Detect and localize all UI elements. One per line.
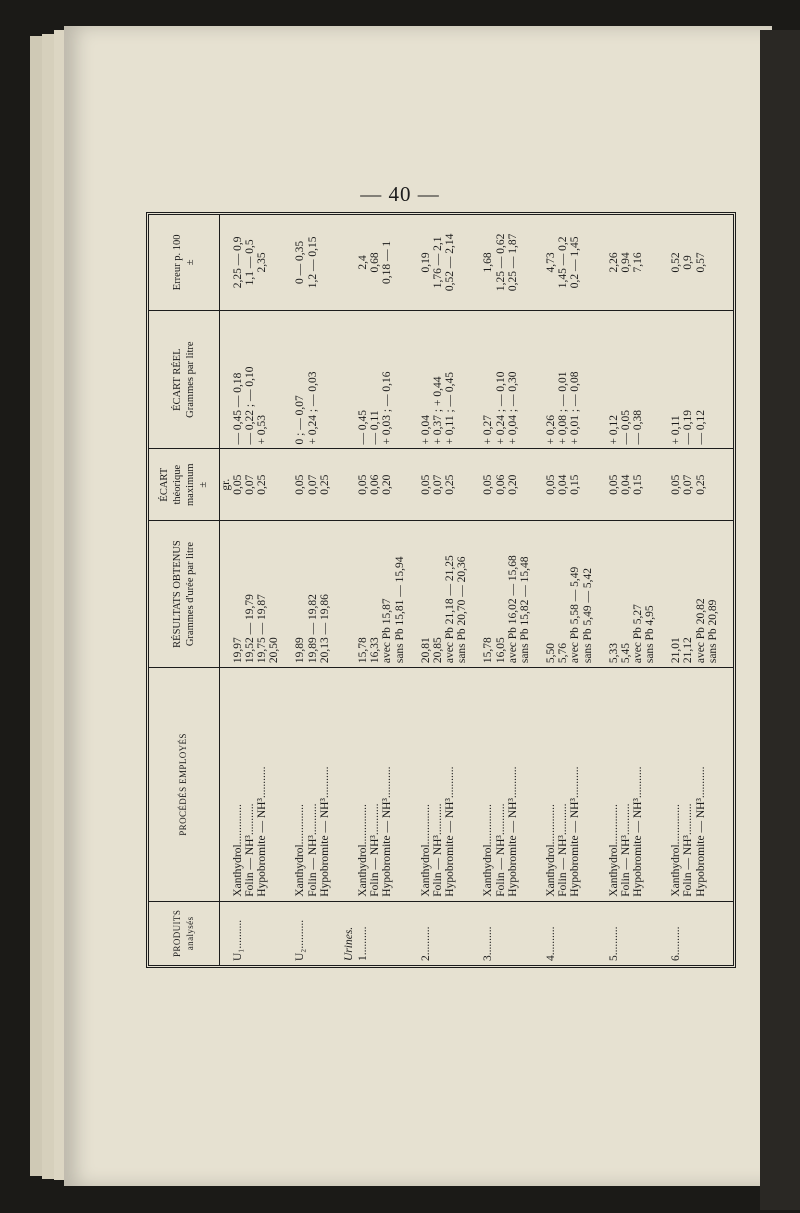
product-cell [357, 901, 414, 965]
methods-cell-line: Folin — NH³........... [494, 803, 507, 897]
results-cell-line: 16,33 [369, 637, 382, 664]
methods-cell-line: Hypobromite — NH³........... [444, 766, 457, 897]
erreur-cell [420, 215, 477, 310]
erreur-cell-line: 0,9 [682, 255, 695, 270]
theo-cell [420, 449, 477, 520]
theo-cell-line: 0,04 [557, 474, 570, 495]
reel-cell-line: + 0,04 [419, 414, 432, 445]
reel-cell-line: + 0,37 ; + 0,44 [431, 376, 444, 445]
results-cell-line: sans Pb 4,95 [644, 605, 657, 664]
theo-cell [232, 449, 289, 520]
table-row [545, 215, 602, 965]
methods-cell [420, 668, 477, 902]
results-cell-line: sans Pb 5,49 — 5,42 [581, 567, 594, 664]
empty-cell [343, 668, 357, 902]
theo-cell-line: 0,20 [506, 474, 519, 495]
theo-cell-line: 0,25 [444, 474, 457, 495]
methods-cell-line: Hypobromite — NH³........... [694, 766, 707, 897]
results-cell-line: avec Pb 16,02 — 15,68 [506, 555, 519, 664]
results-cell-line: 15,78 [357, 637, 369, 664]
methods-cell-line: Hypobromite — NH³........... [256, 766, 269, 897]
header-ecart-theorique [149, 449, 219, 520]
methods-cell [294, 668, 336, 902]
empty-cell [727, 449, 733, 520]
erreur-cell [232, 215, 289, 310]
theo-cell-line: 0,15 [569, 474, 582, 495]
theo-cell-line: 0,04 [619, 474, 632, 495]
erreur-cell-line: 0,52 [670, 252, 683, 273]
methods-cell-line: Folin — NH³........... [243, 803, 256, 897]
theo-cell-line: 0,05 [670, 474, 683, 495]
product-cell [545, 901, 602, 965]
results-cell-line: avec Pb 21,18 — 21,25 [444, 555, 457, 664]
theo-cell [545, 449, 602, 520]
methods-cell-line: Hypobromite — NH³........... [632, 766, 645, 897]
erreur-cell-line: 0,57 [694, 252, 707, 273]
results-cell-line: avec Pb 5,27 [632, 604, 645, 664]
theo-cell-line: 0,05 [544, 474, 557, 495]
reel-cell-line: 0 ; — 0,07 [294, 395, 307, 445]
reel-cell [357, 310, 414, 449]
methods-cell-line: Xanthydrol.............. [670, 804, 683, 897]
reel-cell [545, 310, 602, 449]
methods-cell-line: Hypobromite — NH³........... [381, 766, 394, 897]
product-cell [420, 901, 477, 965]
empty-cell [727, 901, 733, 965]
header-ecart-reel-top: ÉCART RÉEL [171, 348, 183, 411]
reel-cell [232, 310, 289, 449]
reel-cell [420, 310, 477, 449]
methods-cell-line: Hypobromite — NH³........... [318, 766, 331, 897]
erreur-cell-line: 1,25 — 0,62 [494, 233, 507, 292]
erreur-cell [608, 215, 665, 310]
results-cell [482, 520, 539, 667]
methods-cell-line: Folin — NH³........... [369, 803, 382, 897]
product-cell-line: 6.......... [670, 926, 683, 961]
results-cell-line: avec Pb 20,82 [694, 598, 707, 664]
results-cell-line: 16,05 [494, 637, 507, 664]
product-cell-line: 2.......... [419, 926, 432, 961]
results-cell [670, 520, 727, 667]
results-cell-line: sans Pb 15,82 — 15,48 [518, 556, 531, 664]
theo-cell-line: 0,07 [306, 474, 319, 495]
results-cell-line: avec Pb 15,87 [381, 598, 394, 664]
empty-cell [727, 310, 733, 449]
reel-cell-line: — 0,22 ; — 0,10 [243, 366, 256, 445]
header-methods: PROCÉDÉS EMPLOYÉS [149, 668, 219, 902]
methods-cell-line: Folin — NH³........... [619, 803, 632, 897]
methods-cell-line: Folin — NH³........... [557, 803, 570, 897]
results-cell-line: 20,85 [431, 637, 444, 664]
erreur-cell-line: 2,25 — 0,9 [231, 236, 244, 289]
reel-cell-line: — 0,38 [632, 409, 645, 445]
methods-cell-line: Folin — NH³........... [306, 803, 319, 897]
empty-cell [727, 215, 733, 310]
gr-unit: gr. [219, 449, 232, 520]
empty-cell [727, 520, 733, 667]
reel-cell-line: + 0,08 ; — 0,01 [557, 371, 570, 445]
results-cell-line: 19,75 — 19,87 [256, 594, 269, 664]
reel-cell-line: + 0,24 ; — 0,10 [494, 371, 507, 445]
results-cell-line: sans Pb 20,89 [706, 599, 719, 664]
empty-cell [343, 449, 357, 520]
theo-cell-line: 0,05 [231, 474, 244, 495]
header-ecart-theorique-pm: ± [197, 481, 209, 488]
methods-cell-line: Folin — NH³........... [431, 803, 444, 897]
erreur-cell-line: 0,2 — 1,45 [569, 236, 582, 289]
header-ecart-reel-sub: Grammes par litre [184, 341, 196, 418]
erreur-cell-line: 7,16 [632, 252, 645, 273]
results-cell [420, 520, 477, 667]
methods-cell-line: Xanthydrol.............. [357, 804, 369, 897]
results-cell-line: sans Pb 15,81 — 15,94 [393, 556, 406, 664]
theo-cell-line: 0,25 [694, 474, 707, 495]
product-cell [482, 901, 539, 965]
results-cell-line: 21,12 [682, 637, 695, 664]
theo-cell-line: 0,07 [431, 474, 444, 495]
theo-cell [482, 449, 539, 520]
erreur-cell [545, 215, 602, 310]
results-cell [357, 520, 414, 667]
product-cell [608, 901, 665, 965]
erreur-cell-line: 0,25 — 1,87 [506, 233, 519, 292]
results-cell-line: 15,78 [482, 637, 495, 664]
product-cell-line: 3.......... [482, 926, 495, 961]
table-frame [146, 212, 736, 968]
reel-cell [670, 310, 727, 449]
results-cell [232, 520, 289, 667]
theo-cell-line: 0,06 [369, 474, 382, 495]
erreur-cell-line: 2,4 [357, 255, 369, 270]
product-cell [670, 901, 727, 965]
reel-cell-line: + 0,27 [482, 414, 495, 445]
product-cell-line: U₁.......... [231, 919, 244, 961]
spacer-row [727, 215, 733, 965]
empty-cell [343, 215, 357, 310]
table-body [219, 215, 733, 965]
empty-cell [343, 310, 357, 449]
rotated-table [146, 212, 736, 968]
results-cell-line: 5,50 [544, 643, 557, 664]
erreur-cell-line: 0 — 0,35 [294, 240, 307, 284]
theo-cell-line: 0,15 [632, 474, 645, 495]
product-cell-line: 5.......... [607, 926, 620, 961]
table-row [482, 215, 539, 965]
reel-cell-line: + 0,53 [256, 414, 269, 445]
erreur-cell-line: 0,52 — 2,14 [444, 233, 457, 292]
results-cell-line: 19,89 — 19,82 [306, 594, 319, 664]
results-cell-line: 5,33 [607, 643, 620, 664]
theo-cell-line: 0,07 [243, 474, 256, 495]
theo-cell [294, 449, 336, 520]
reel-cell-line: + 0,04 ; — 0,30 [506, 371, 519, 445]
results-cell-line: sans Pb 20,70 — 20,36 [456, 556, 469, 664]
results-cell-line: 5,45 [619, 643, 632, 664]
theo-cell-line: 0,05 [482, 474, 495, 495]
methods-cell-line: Xanthydrol.............. [294, 804, 307, 897]
results-cell-line: avec Pb 5,58 — 5,49 [569, 566, 582, 664]
reel-cell-line: + 0,01 ; — 0,08 [569, 371, 582, 445]
product-cell [232, 901, 289, 965]
erreur-cell-line: 0,18 — 1 [381, 240, 394, 284]
header-products: PRODUITS analysés [149, 901, 219, 965]
methods-cell-line: Hypobromite — NH³........... [569, 766, 582, 897]
results-cell-line: 21,01 [670, 637, 683, 664]
erreur-cell-line: 0,68 [369, 252, 382, 273]
results-cell-line: 20,13 — 19,86 [318, 594, 331, 664]
erreur-cell-line: 1,68 [482, 252, 495, 273]
product-cell-line: 4.......... [544, 926, 557, 961]
theo-cell-line: 0,05 [607, 474, 620, 495]
theo-cell-line: 0,05 [419, 474, 432, 495]
header-erreur-label: Erreur p. 100 [171, 234, 183, 291]
product-cell-line: 1.......... [357, 926, 369, 961]
reel-cell [294, 310, 336, 449]
gr-row [219, 215, 232, 965]
header-results [149, 520, 219, 667]
theo-cell-line: 0,05 [294, 474, 307, 495]
reel-cell-line: — 0,11 [369, 410, 382, 445]
erreur-cell [357, 215, 414, 310]
reel-cell-line: + 0,03 ; — 0,16 [381, 371, 394, 445]
reel-cell-line: — 0,19 [682, 409, 695, 445]
erreur-cell-line: 2,26 [607, 252, 620, 273]
urines-row [343, 215, 357, 965]
erreur-cell [670, 215, 727, 310]
theo-cell-line: 0,25 [256, 474, 269, 495]
results-cell [545, 520, 602, 667]
methods-cell-line: Xanthydrol.............. [231, 804, 244, 897]
erreur-cell-line: 2,35 [256, 252, 269, 273]
reel-cell [608, 310, 665, 449]
reel-cell-line: — 0,45 — 0,18 [231, 372, 244, 445]
theo-cell [357, 449, 414, 520]
book-gutter [760, 30, 800, 1210]
erreur-cell-line: 1,45 — 0,2 [557, 236, 570, 289]
table-row [357, 215, 414, 965]
page-number: — 40 — [360, 182, 440, 206]
reel-cell-line: — 0,45 [357, 409, 369, 445]
erreur-cell-line: 1,2 — 0,15 [306, 236, 319, 289]
methods-cell [357, 668, 414, 902]
product-cell [294, 901, 336, 965]
theo-cell-line: 0,20 [381, 474, 394, 495]
table-row [608, 215, 665, 965]
theo-cell [670, 449, 727, 520]
header-erreur-pm: ± [184, 259, 196, 266]
methods-cell [608, 668, 665, 902]
theo-cell-line: 0,06 [494, 474, 507, 495]
methods-cell [232, 668, 289, 902]
header-ecart-reel [149, 310, 219, 449]
reel-cell-line: — 0,05 [619, 409, 632, 445]
urines-label: Urines. [343, 901, 357, 965]
results-cell-line: 5,76 [557, 643, 570, 664]
table-row [670, 215, 727, 965]
erreur-cell-line: 1,76 — 2,1 [431, 236, 444, 289]
results-cell-line: 19,52 — 19,79 [243, 594, 256, 664]
empty-cell [343, 520, 357, 667]
erreur-cell-line: 1,1 — 0,5 [243, 239, 256, 286]
reel-cell-line: + 0,11 ; — 0,45 [444, 371, 457, 445]
header-ecart-theorique-top: ÉCART théorique maximum [158, 463, 196, 506]
table-row [420, 215, 477, 965]
theo-cell-line: 0,05 [357, 474, 369, 495]
theo-cell-line: 0,07 [682, 474, 695, 495]
methods-cell [482, 668, 539, 902]
erreur-cell-line: 0,94 [619, 252, 632, 273]
methods-cell-line: Xanthydrol.............. [607, 804, 620, 897]
reel-cell-line: + 0,12 [607, 414, 620, 445]
header-results-sub: Grammes d'urée par litre [184, 541, 196, 647]
results-table [149, 215, 733, 965]
header-results-top: RÉSULTATS OBTENUS [171, 540, 183, 648]
empty-cell [727, 668, 733, 902]
theo-cell-line: 0,25 [318, 474, 331, 495]
table-row [232, 215, 289, 965]
reel-cell-line: — 0,12 [694, 409, 707, 445]
results-cell-line: 19,89 [294, 637, 307, 664]
methods-cell [670, 668, 727, 902]
reel-cell-line: + 0,24 ; — 0,03 [306, 371, 319, 445]
erreur-cell [482, 215, 539, 310]
results-cell [294, 520, 336, 667]
erreur-cell-line: 4,73 [544, 252, 557, 273]
results-cell-line: 19,97 [231, 637, 244, 664]
product-cell-line: U₂.......... [294, 919, 307, 961]
reel-cell-line: + 0,26 [544, 414, 557, 445]
methods-cell-line: Folin — NH³........... [682, 803, 695, 897]
theo-cell [608, 449, 665, 520]
results-cell-line: 20,81 [419, 637, 432, 664]
methods-cell-line: Xanthydrol.............. [482, 804, 495, 897]
header-erreur [149, 215, 219, 310]
methods-cell-line: Xanthydrol.............. [419, 804, 432, 897]
methods-cell-line: Hypobromite — NH³........... [506, 766, 519, 897]
results-cell [608, 520, 665, 667]
table-row [294, 215, 336, 965]
methods-cell-line: Xanthydrol.............. [544, 804, 557, 897]
methods-cell [545, 668, 602, 902]
erreur-cell [294, 215, 336, 310]
reel-cell [482, 310, 539, 449]
reel-cell-line: + 0,11 [670, 415, 683, 445]
erreur-cell-line: 0,19 [419, 252, 432, 273]
results-cell-line: 20,50 [268, 637, 281, 664]
